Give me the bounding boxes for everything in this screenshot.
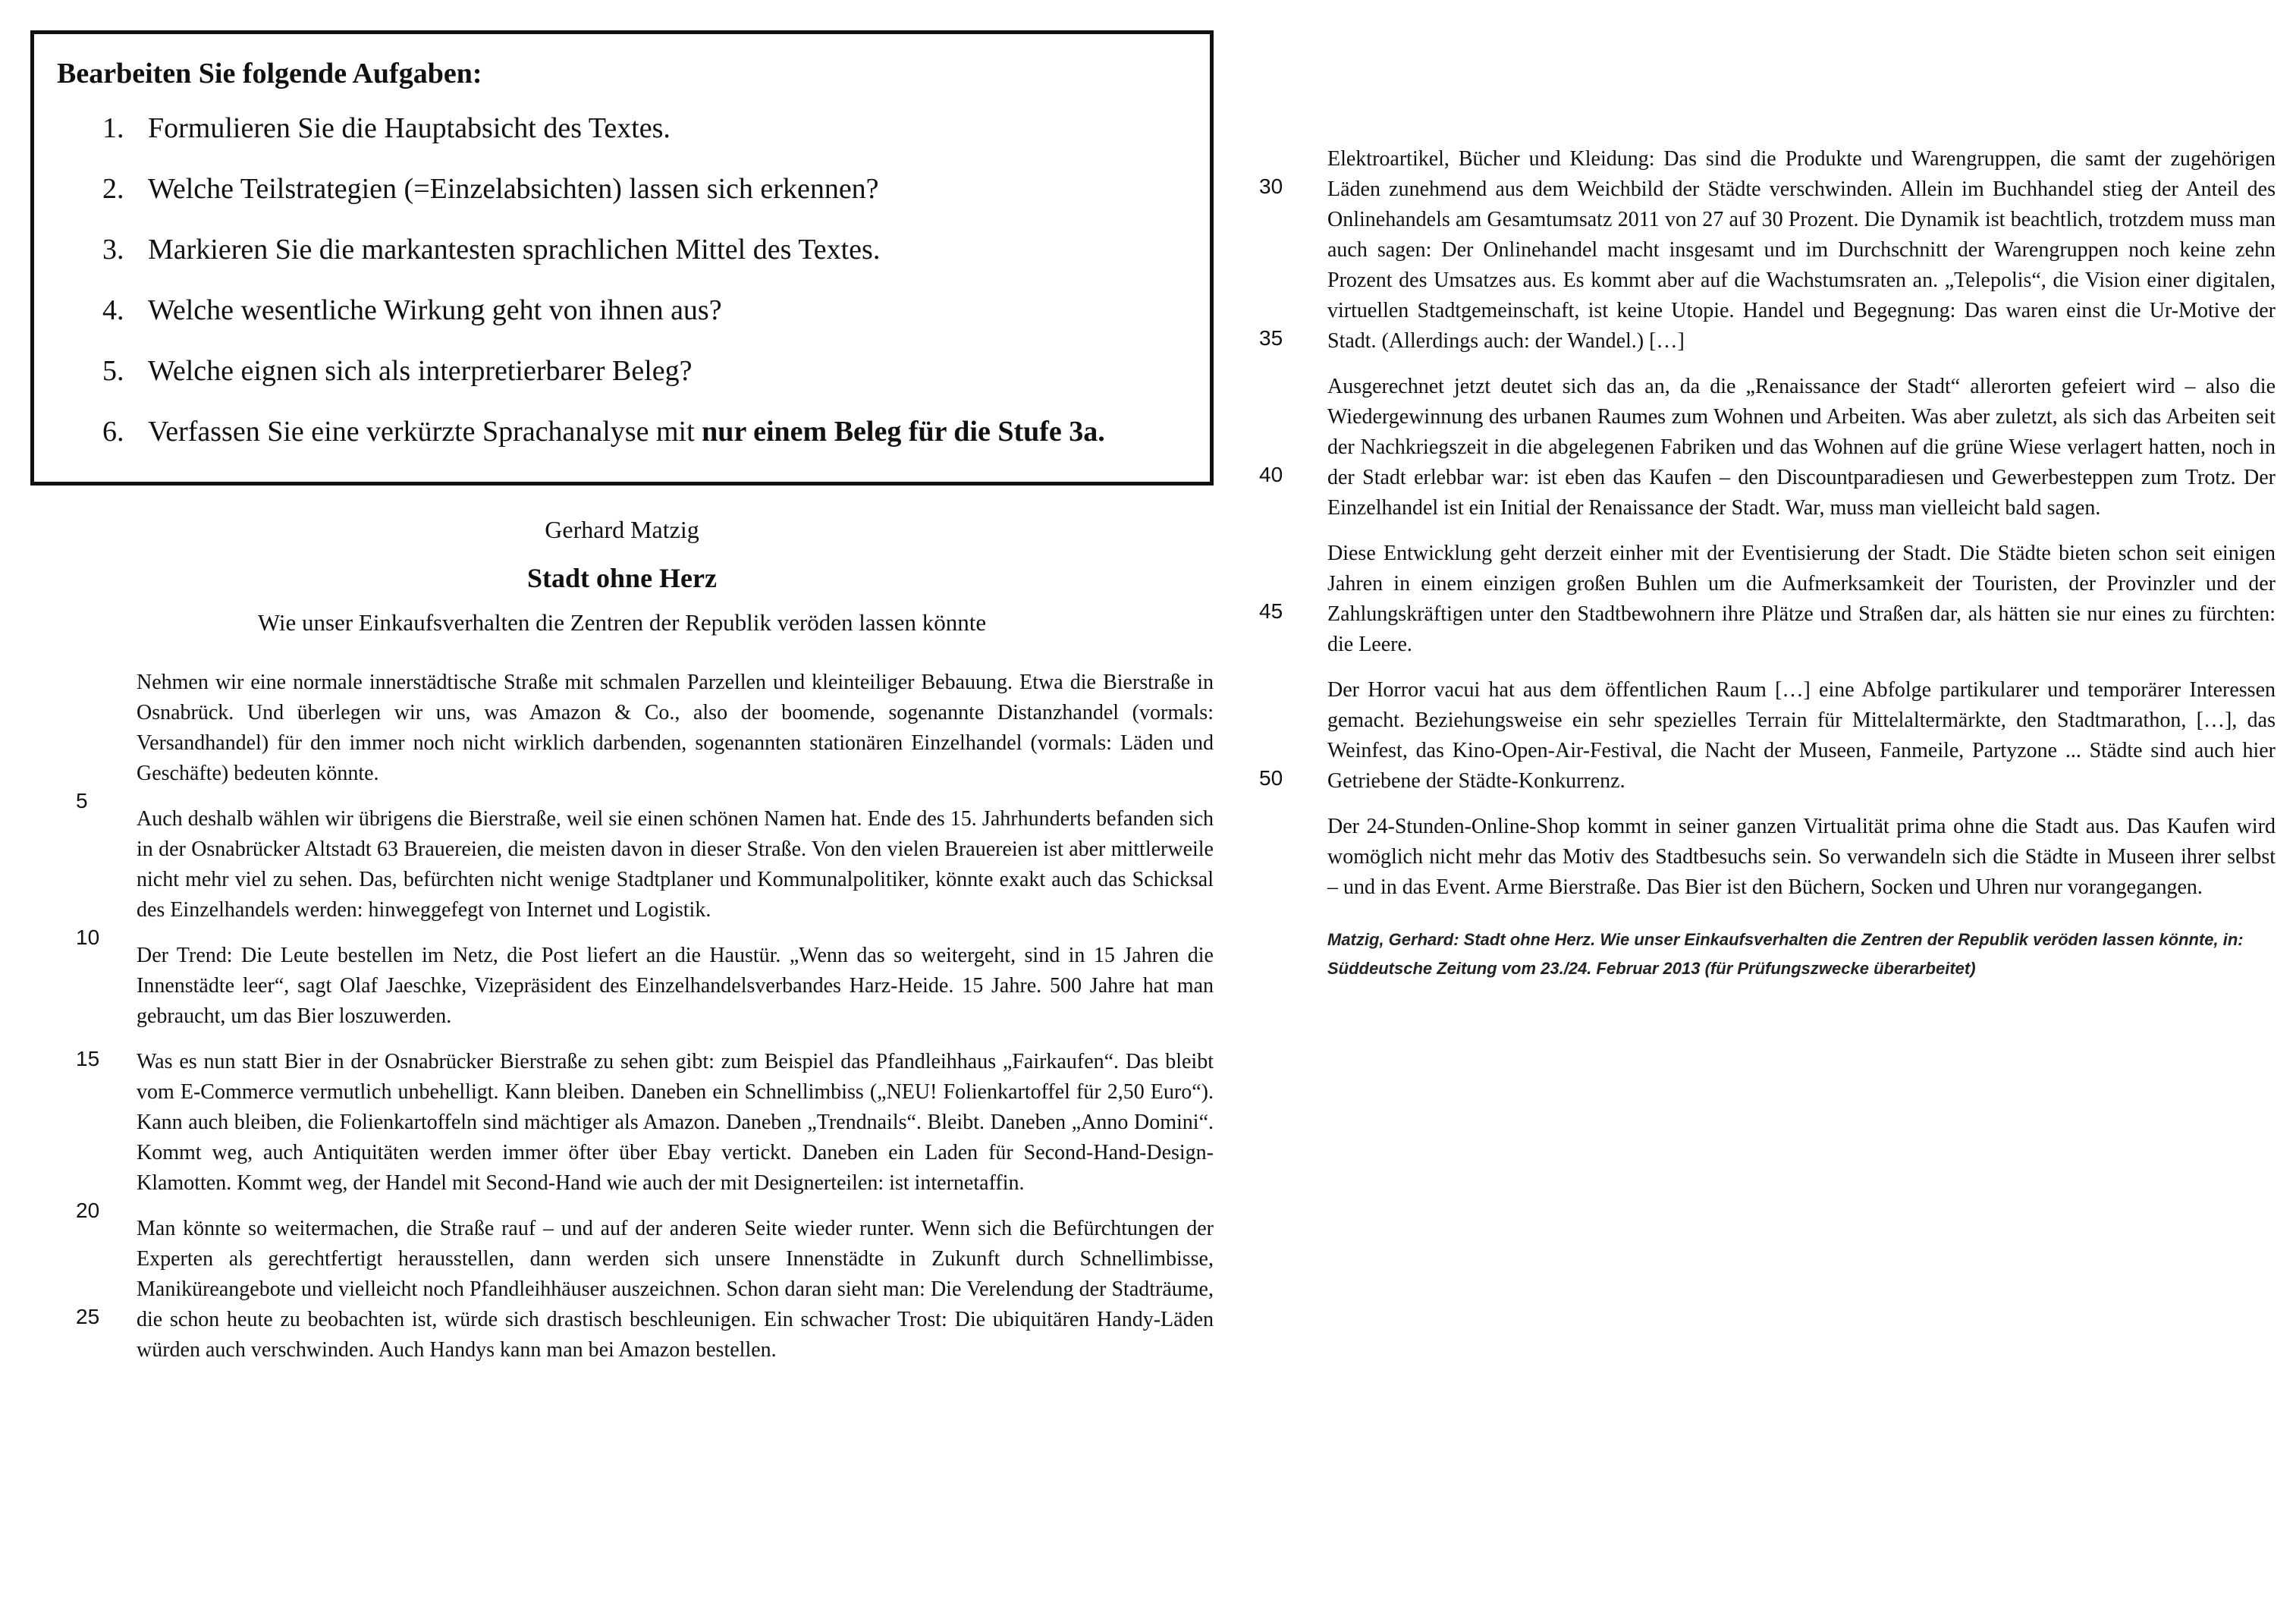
paragraph <box>30 1047 1214 1222</box>
paragraph <box>1259 812 2276 903</box>
line-number: 15 <box>76 1047 100 1070</box>
paragraph-text: Diese Entwicklung geht derzeit einher mit der Eventisierung der Stadt. Die Städte bieten schon seit einigen Jahren in einem einzigen großen Buhlen um die Aufmerksamkeit der Touristen, der Provinzler und der Zahlungskräftigen unter den Stadtbewohnern ihre Plätze und Straßen dar, als hätten sie nur eines zu fürchten: die Leere. <box>1327 542 2276 656</box>
task-text: Welche wesentliche Wirkung geht von ihnen aus? <box>148 294 722 326</box>
paragraph-text: Nehmen wir eine normale innerstädtische Straße mit schmalen Parzellen und kleinteiliger Bebauung. Etwa die Bierstraße in Osnabrück. Und überlegen wir uns, was Amazon & Co., also der boomende, sogenannte Distanzhandel (vormals: Versandhandel) für den immer noch nicht wirklich darbenden, sogenannten stationären Einzelhandel (vormals: Läden und Geschäfte) bedeuten könnte. <box>137 671 1214 785</box>
task-text <box>148 401 1187 462</box>
line-number: 50 <box>1259 766 1283 790</box>
line-number: 30 <box>1259 174 1283 198</box>
paragraph-text: Man könnte so weitermachen, die Straße rauf – und auf der anderen Seite wieder runter. Wenn sich die Befürchtungen der Experten als gerechtfertigt herausstellen, dann werden sich unsere Innenstädte in Zukunft durch Schnellimbisse, Maniküreangebote und vielleicht noch Pfandleihhäuser auszeichnen. Schon daran sieht man: Die Verelendung der Stadträume, die schon heute zu beobachten ist, würde sich drastisch beschleunigen. Ein schwacher Trost: Die ubiquitären Handy-Läden würden auch verschwinden. Auch Handys kann man bei Amazon bestellen. <box>137 1217 1214 1362</box>
paragraph <box>1259 675 2276 797</box>
task-text: Formulieren Sie die Hauptabsicht des Textes. <box>148 112 671 144</box>
line-number: 5 <box>76 789 88 812</box>
article-body-left <box>30 668 1214 1381</box>
task-item <box>57 219 1187 280</box>
paragraph-text: Auch deshalb wählen wir übrigens die Bierstraße, weil sie einen schönen Namen hat. Ende des 15. Jahrhunderts befanden sich in der Osnabrücker Altstadt 63 Brauereien, die meisten davon in dieser Straße. Von den vielen Brauereien ist aber mittlerweile nicht mehr viel zu sehen. Das, befürchten nicht wenige Stadtplaner und Kommunalpolitiker, könnte exakt auch das Schicksal des Einzelhandels werden: hinweggefegt von Internet und Logistik. <box>137 807 1214 922</box>
paragraph-text: Der 24-Stunden-Online-Shop kommt in seiner ganzen Virtualität prima ohne die Stadt aus. Das Kaufen wird womöglich nicht mehr das Motiv des Stadtbesuchs sein. So verwandeln sich die Städte in Museen ihrer selbst – und in das Event. Arme Bierstraße. Das Bier ist den Büchern, Socken und Uhren nur vorangegangen. <box>1327 815 2276 899</box>
paragraph-text: Der Trend: Die Leute bestellen im Netz, die Post liefert an die Haustür. „Wenn das so weitergeht, sind in 15 Jahren die Innenstädte leer“, sagt Olaf Jaeschke, Vizepräsident des Einzelhandelsverbandes Harz-Heide. 15 Jahre. 500 Jahre hat man gebraucht, um das Bier loszuwerden. <box>137 944 1214 1028</box>
task-number: 5. <box>102 355 124 387</box>
task-number: 4. <box>102 294 124 326</box>
paragraph-text: Der Horror vacui hat aus dem öffentlichen Raum […] eine Abfolge partikularer und temporärer Interessen gemacht. Beziehungsweise ein sehr spezielles Terrain für Mittelaltermärkte, den Stadtmarathon, […], das Weinfest, das Kino-Open-Air-Festival, die Nacht der Museen, Fanmeile, Partyzone ... Städte sind auch hier Getriebene der Städte-Konkurrenz. <box>1327 678 2276 793</box>
line-number-gutter <box>30 1214 137 1365</box>
task-item <box>57 341 1187 401</box>
article-title: Stadt ohne Herz <box>527 563 717 593</box>
paragraph-text: Elektroartikel, Bücher und Kleidung: Das sind die Produkte und Warengruppen, die samt der zugehörigen Läden zunehmend aus dem Weichbild der Städte verschwinden. Allein im Buchhandel stieg der Anteil des Onlinehandels am Gesamtumsatz 2011 von 27 auf 30 Prozent. Die Dynamik ist beachtlich, trotzdem muss man auch sagen: Der Onlinehandel macht insgesamt und im Durchschnitt der Warengruppen noch keine zehn Prozent des Umsatzes aus. Es kommt aber auf die Wachstumsraten an. „Telepolis“, die Vision einer digitalen, virtuellen Stadtgemeinschaft, ist keine Utopie. Handel und Begegnung: Das waren einst die Ur-Motive der Stadt. (Allerdings auch: der Wandel.) […] <box>1327 147 2276 353</box>
line-number-gutter <box>30 1047 137 1222</box>
task-heading: Bearbeiten Sie folgende Aufgaben: <box>57 58 482 90</box>
line-number-gutter <box>1259 144 1327 357</box>
paragraph <box>30 1214 1214 1365</box>
task-text-regular: Verfassen Sie eine verkürzte Sprachanalyse mit <box>148 416 702 448</box>
line-number: 45 <box>1259 599 1283 623</box>
paragraph <box>30 804 1214 949</box>
paragraph <box>1259 144 2276 357</box>
task-box <box>30 30 1214 486</box>
line-number-gutter <box>30 668 137 812</box>
paragraph <box>30 941 1214 1032</box>
article-author: Gerhard Matzig <box>545 516 699 543</box>
right-page <box>1259 30 2276 1593</box>
paragraph <box>30 668 1214 812</box>
line-number: 35 <box>1259 326 1283 350</box>
task-item <box>57 280 1187 341</box>
task-text: Welche Teilstrategien (=Einzelabsichten) lassen sich erkennen? <box>148 173 879 205</box>
article-subtitle: Wie unser Einkaufsverhalten die Zentren der Republik veröden lassen könnte <box>257 609 987 636</box>
line-number-gutter <box>1259 812 1327 903</box>
task-number: 6. <box>102 416 124 448</box>
line-number: 20 <box>76 1199 100 1222</box>
article-body-right <box>1259 144 2276 983</box>
task-number: 3. <box>102 234 124 266</box>
paragraph <box>1259 539 2276 660</box>
task-number: 2. <box>102 173 124 205</box>
task-text-bold: nur einem Beleg für die Stufe 3a. <box>702 416 1105 448</box>
paragraph <box>1259 372 2276 523</box>
source-citation: Matzig, Gerhard: Stadt ohne Herz. Wie unser Einkaufsverhalten die Zentren der Republik veröden lassen könnte, in: Süddeutsche Zeitung vom 23./24. Februar 2013 (für Prüfungszwecke überarbeitet) <box>1327 930 2244 978</box>
task-list <box>57 98 1187 462</box>
task-item <box>57 98 1187 159</box>
line-number-gutter <box>30 941 137 1032</box>
paragraph-text: Was es nun statt Bier in der Osnabrücker Bierstraße zu sehen gibt: zum Beispiel das Pfandleihhaus „Fairkaufen“. Das bleibt vom E-Commerce vermutlich unbehelligt. Kann bleiben. Daneben ein Schnellimbiss („NEU! Folienkartoffel für 2,50 Euro“). Kann auch bleiben, die Folienkartoffeln sind mächtiger als Amazon. Daneben „Trendnails“. Bleibt. Daneben „Anno Domini“. Kommt weg, auch Antiquitäten werden immer öfter über Ebay vertickt. Daneben ein Laden für Second-Hand-Design-Klamotten. Kommt weg, der Handel mit Second-Hand wie auch der mit Designerteilen: ist internetaffin. <box>137 1050 1214 1195</box>
line-number: 40 <box>1259 463 1283 486</box>
task-item <box>57 159 1187 219</box>
task-text: Welche eignen sich als interpretierbarer Beleg? <box>148 355 693 387</box>
line-number-gutter <box>30 804 137 949</box>
task-number: 1. <box>102 112 124 144</box>
article-header <box>30 516 1214 636</box>
line-number: 25 <box>76 1305 100 1328</box>
line-number-gutter <box>1259 539 1327 660</box>
line-number-gutter <box>1259 372 1327 523</box>
task-text: Markieren Sie die markantesten sprachlichen Mittel des Textes. <box>148 234 881 266</box>
paragraph-text: Ausgerechnet jetzt deutet sich das an, da die „Renaissance der Stadt“ allerorten gefeiert wird – also die Wiedergewinnung des urbanen Raumes zum Wohnen und Arbeiten. Was aber zuletzt, als sich das Arbeiten seit der Nachkriegszeit in die abgelegenen Fabriken und das Wohnen auf die grüne Wiese verlagert hatten, noch in der Stadt erlebbar war: ist eben das Kaufen – den Discountparadiesen und Gewerbesteppen zum Trotz. Der Einzelhandel ist ein Initial der Renaissance der Stadt. War, muss man vielleicht bald sagen. <box>1327 375 2276 520</box>
left-page <box>30 30 1229 1593</box>
line-number-gutter <box>1259 675 1327 797</box>
task-item <box>57 401 1187 462</box>
line-number: 10 <box>76 925 100 949</box>
